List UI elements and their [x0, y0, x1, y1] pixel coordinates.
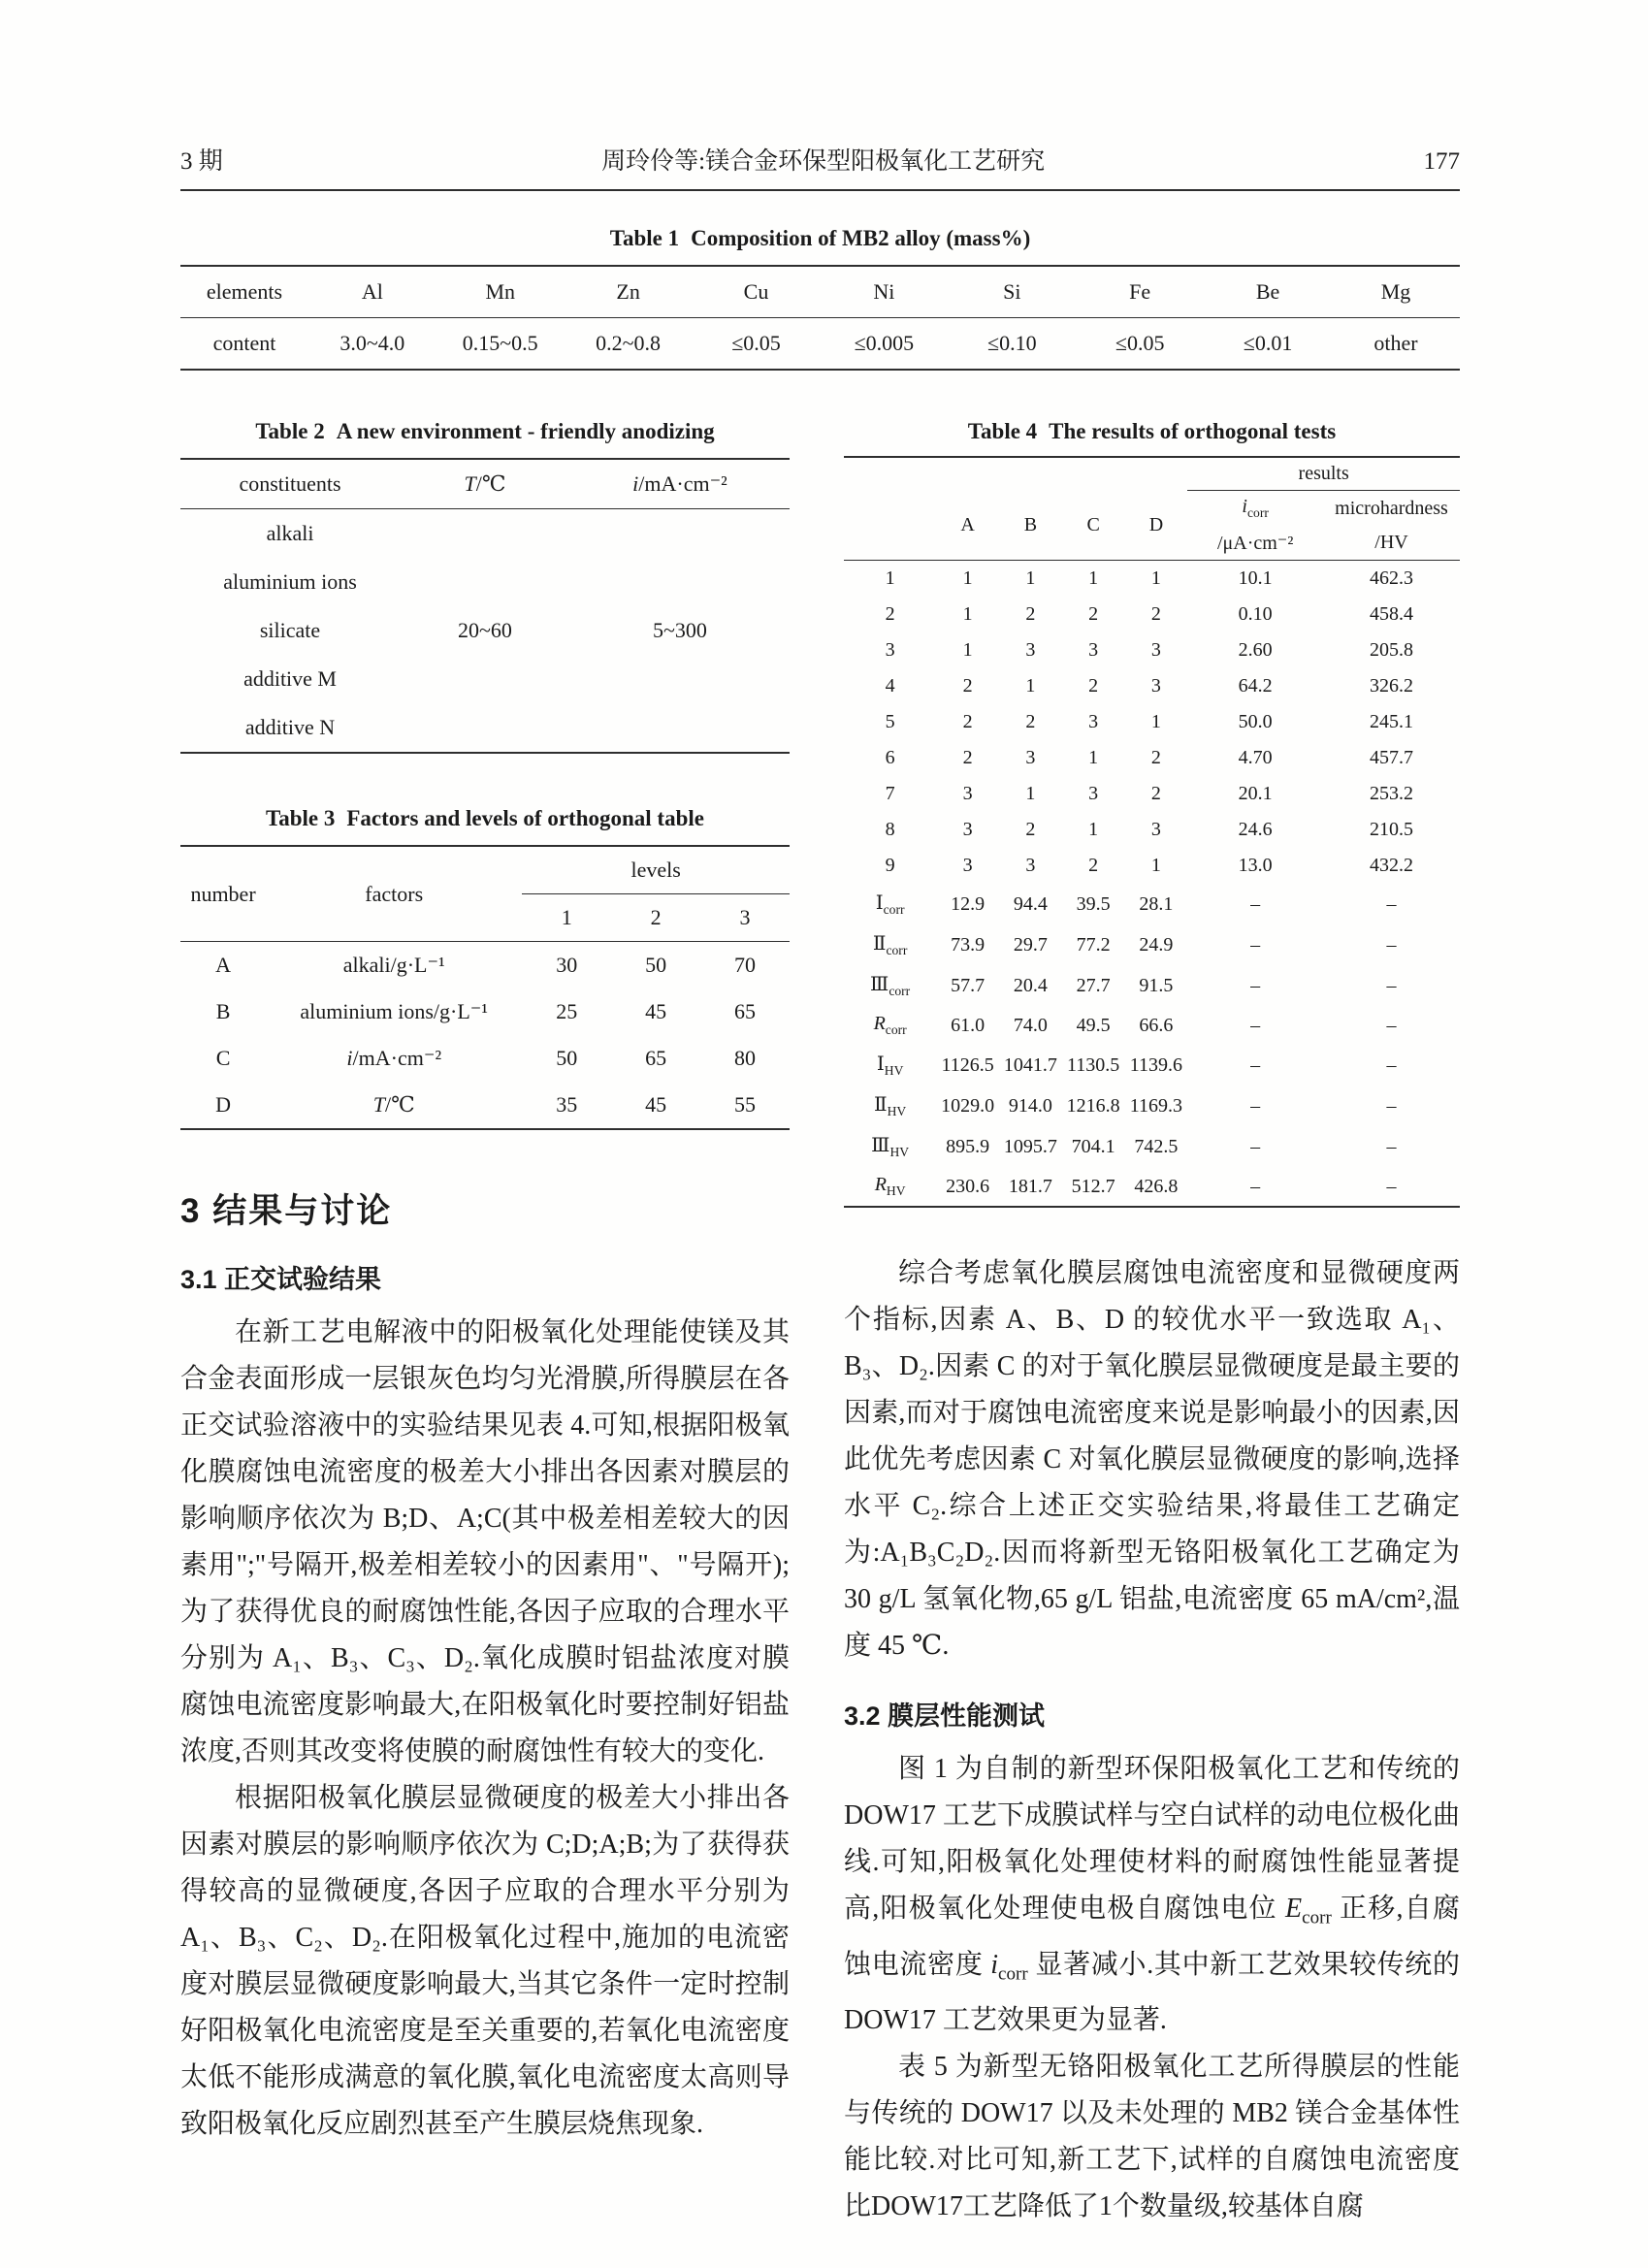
table2: [180, 458, 790, 754]
table-cell: [400, 703, 570, 753]
table-row: [844, 776, 1460, 812]
table-cell: ≤0.005: [854, 331, 915, 355]
table-row: [180, 655, 790, 703]
table-row: [844, 704, 1460, 740]
table-cell: i/mA·cm⁻²: [346, 1046, 442, 1070]
table-cell: 70: [734, 953, 757, 977]
table-cell: 1029.0: [941, 1094, 995, 1117]
table4-head-microhardness: microhardness: [1335, 497, 1448, 519]
table-cell: 2: [1088, 603, 1099, 625]
table-cell: –: [1386, 933, 1397, 956]
table-row: [844, 884, 1460, 924]
right-column: [844, 419, 1460, 2230]
table-cell: 2: [1088, 855, 1099, 876]
table-cell: 2: [1025, 603, 1036, 625]
table1-caption-text: Composition of MB2 alloy (mass%): [691, 226, 1031, 250]
table-cell: 13.0: [1238, 855, 1273, 876]
table-cell: 61.0: [951, 1014, 986, 1036]
table4-head-factor-b: B: [999, 491, 1062, 561]
table-row: [180, 1082, 790, 1129]
table-cell: A: [215, 953, 231, 977]
table-cell: –: [1250, 1053, 1261, 1076]
table-cell: 458.4: [1370, 603, 1413, 625]
table-cell: 35: [556, 1092, 578, 1117]
table-row: [180, 558, 790, 606]
column-header: 1: [522, 894, 611, 942]
table-cell: 3: [1088, 639, 1099, 661]
table-row: [844, 965, 1460, 1006]
table-cell: $R_{HV}$: [874, 1174, 906, 1198]
table4-head-factor-d: D: [1125, 491, 1188, 561]
table-cell: 895.9: [946, 1135, 990, 1157]
table-cell: 2: [962, 711, 973, 732]
table-cell: 462.3: [1370, 567, 1413, 589]
table-row: [844, 924, 1460, 965]
table1: [180, 265, 1460, 371]
column-header: 3: [700, 894, 790, 942]
table-cell: 2.60: [1238, 639, 1273, 661]
table-cell: –: [1250, 933, 1261, 956]
paragraph-right-1: 综合考虑氧化膜层腐蚀电流密度和显微硬度两个指标,因素 A、B、D 的较优水平一致选取 A₁、B₃、D₂.因素 C 的对于氧化膜层显微硬度是最主要的因素,而对于腐蚀电流密度来说是影响最小的因素,因此优先考虑因素 C 对氧化膜层显微硬度的影响,选择水平 C₂.综合上述正交实验结果,将最佳工艺确定为:A₁B₃C₂D₂.因而将新型无铬阳极氧化工艺确定为 30 g/L 氢氧化物,65 g/L 铝盐,电流密度 65 mA/cm²,温度 45 ℃.: [844, 1258, 1460, 1661]
table-row: [844, 632, 1460, 668]
column-header: Fe: [1076, 266, 1204, 318]
table-cell: 1095.7: [1003, 1135, 1057, 1157]
table-cell: [570, 509, 790, 559]
table-cell: 24.9: [1139, 933, 1174, 956]
column-header: 2: [611, 894, 700, 942]
table-cell: 2: [1088, 675, 1099, 697]
table-cell: –: [1250, 1094, 1261, 1117]
table4-head-results: results: [1187, 457, 1460, 491]
table-cell: 3.0~4.0: [339, 331, 405, 355]
table3-caption-text: Factors and levels of orthogonal table: [346, 806, 704, 830]
column-header: T/℃: [400, 459, 570, 509]
table4-header-row-1: [844, 457, 1460, 491]
section-heading-results: 3 结果与讨论: [180, 1192, 393, 1230]
table-cell: 512.7: [1071, 1175, 1115, 1197]
table-cell: –: [1250, 892, 1261, 915]
table-cell: 57.7: [951, 974, 986, 996]
table-row: [844, 1045, 1460, 1085]
table-cell: 12.9: [951, 892, 986, 915]
column-header: Si: [948, 266, 1076, 318]
table-cell: 1: [962, 603, 973, 625]
table-row: [180, 1035, 790, 1082]
table-cell: 94.4: [1013, 892, 1048, 915]
table4-head-hv-unit: /HV: [1323, 526, 1460, 561]
table-cell: –: [1250, 1175, 1261, 1197]
table-cell: [400, 655, 570, 703]
column-header: Mn: [436, 266, 565, 318]
table-cell: alkali: [266, 521, 314, 545]
table-cell: 2: [1150, 603, 1161, 625]
table-cell: 1041.7: [1003, 1053, 1057, 1076]
table-row: [844, 812, 1460, 848]
table1-caption: [180, 226, 1460, 251]
table-cell: 49.5: [1076, 1014, 1111, 1036]
table-cell: 5~300: [653, 618, 707, 642]
table-row: [180, 703, 790, 753]
running-title: 周玲伶等:镁合金环保型阳极氧化工艺研究: [601, 148, 1046, 175]
table-cell: 65: [645, 1046, 667, 1070]
left-column: [180, 419, 790, 2230]
table-cell: –: [1386, 1053, 1397, 1076]
table-cell: 66.6: [1139, 1014, 1174, 1036]
table-row: [180, 606, 790, 655]
table-cell: 6: [885, 747, 895, 768]
table-cell: –: [1386, 1175, 1397, 1197]
header-rule: [180, 189, 1460, 191]
table-cell: 50: [645, 953, 667, 977]
table-cell: [570, 558, 790, 606]
table-cell: 55: [734, 1092, 757, 1117]
table-cell: –: [1386, 892, 1397, 915]
table-cell: 9: [885, 855, 895, 876]
table-cell: $Ⅲ_{corr}$: [870, 974, 911, 998]
table-cell: 2: [1150, 783, 1161, 804]
table-cell: alkali/g·L⁻¹: [342, 953, 445, 977]
issue-label: 3 期: [180, 148, 223, 175]
table-cell: 426.8: [1134, 1175, 1179, 1197]
column-header: Zn: [565, 266, 693, 318]
table1-caption-label: Table 1: [609, 226, 680, 250]
table-row: [844, 1085, 1460, 1126]
table-cell: 3: [1150, 639, 1161, 661]
table-row: [844, 668, 1460, 704]
table-cell: 0.2~0.8: [596, 331, 662, 355]
table-row: [180, 988, 790, 1035]
table-cell: 2: [885, 603, 895, 625]
table-cell: $Ⅱ_{HV}$: [874, 1094, 907, 1118]
table2-caption-text: A new environment - friendly anodizing: [336, 419, 715, 443]
table-cell: 1: [962, 639, 973, 661]
table-cell: 1: [1025, 783, 1036, 804]
table-cell: 73.9: [951, 933, 986, 956]
table2-header-row: [180, 459, 790, 509]
table-cell: 1: [1025, 675, 1036, 697]
table-cell: 1: [1025, 567, 1036, 589]
table-cell: 1: [1150, 567, 1161, 589]
table-cell: 0.10: [1238, 603, 1273, 625]
table-row: [844, 1167, 1460, 1207]
table-cell: 30: [556, 953, 578, 977]
table-row: [844, 1006, 1460, 1045]
table-cell: 1: [962, 567, 973, 589]
table-cell: 181.7: [1008, 1175, 1052, 1197]
table-row: [844, 1126, 1460, 1167]
table-row: [844, 740, 1460, 776]
table-cell: 45: [645, 1092, 667, 1117]
table-cell: 3: [1150, 675, 1161, 697]
table-cell: content: [212, 331, 276, 355]
column-header: Mg: [1332, 266, 1460, 318]
table-cell: 1126.5: [941, 1053, 994, 1076]
table-cell: 3: [1025, 747, 1036, 768]
table-cell: 914.0: [1008, 1094, 1052, 1117]
table-cell: $R_{corr}$: [873, 1013, 907, 1037]
table-cell: 1130.5: [1067, 1053, 1120, 1076]
table-cell: additive N: [244, 715, 336, 739]
table2-body: [180, 509, 790, 754]
table-cell: 205.8: [1370, 639, 1413, 661]
table-cell: 50.0: [1238, 711, 1273, 732]
column-header: Cu: [693, 266, 821, 318]
table-cell: 5: [885, 711, 895, 732]
table4-block: [844, 419, 1460, 1208]
table-cell: $Ⅰ_{corr}$: [875, 892, 905, 917]
column-header: Be: [1204, 266, 1332, 318]
table-cell: 742.5: [1134, 1135, 1179, 1157]
table3-head-factors: factors: [266, 846, 522, 942]
table-cell: $Ⅲ_{HV}$: [871, 1135, 910, 1159]
table-cell: aluminium ions: [223, 569, 357, 594]
table4-head-factor-a: A: [936, 491, 999, 561]
table-cell: 210.5: [1370, 819, 1413, 840]
table4-head-icorr: $i_{corr}$: [1242, 496, 1269, 520]
table4-head-factor-c: C: [1062, 491, 1125, 561]
table-cell: 1: [1150, 855, 1161, 876]
table-cell: 1: [1088, 819, 1099, 840]
table-cell: 10.1: [1238, 567, 1273, 589]
table-cell: 1: [1088, 747, 1099, 768]
table-cell: 1: [1088, 567, 1099, 589]
table4-head-icorr-unit: /μA·cm⁻²: [1187, 526, 1323, 561]
table-cell: 1: [885, 567, 895, 589]
table-cell: 65: [734, 999, 757, 1023]
table2-block: [180, 419, 790, 754]
table-cell: 3: [962, 783, 973, 804]
table-row: [180, 509, 790, 559]
table-cell: 1: [1150, 711, 1161, 732]
table3-head: [180, 846, 790, 942]
table3-head-levels: levels: [522, 846, 790, 894]
table-cell: ≤0.10: [987, 331, 1037, 355]
table-cell: 91.5: [1139, 974, 1174, 996]
table-cell: 27.7: [1076, 974, 1111, 996]
table-cell: T/℃: [372, 1092, 415, 1117]
table2-caption-label: Table 2: [255, 419, 325, 443]
table-cell: $Ⅰ_{HV}$: [876, 1053, 904, 1078]
table4-head-rowlabel: [844, 491, 936, 561]
table-cell: silicate: [259, 618, 321, 642]
table4-header-row-2: [844, 491, 1460, 527]
table-cell: –: [1250, 1014, 1261, 1036]
table-cell: [570, 703, 790, 753]
paragraph-left-1: 在新工艺电解液中的阳极氧化处理能使镁及其合金表面形成一层银灰色均匀光滑膜,所得膜层在各正交试验溶液中的实验结果见表 4.可知,根据阳极氧化膜腐蚀电流密度的极差大小排出各因素对膜层的影响顺序依次为 B;D、A;C(其中极差相差较大的因素用";"号隔开,极差相差较小的因素用"、"号隔开);为了获得优良的耐腐蚀性能,各因子应取的合理水平分别为 A₁、B₃、C₃、D₂.氧化成膜时铝盐浓度对膜腐蚀电流密度影响最大,在阳极氧化时要控制好铝盐浓度,否则其改变将使膜的耐腐蚀性有较大的变化.: [180, 1317, 790, 1766]
column-header: Al: [308, 266, 436, 318]
table-cell: –: [1386, 1135, 1397, 1157]
table-cell: 704.1: [1071, 1135, 1115, 1157]
table1-block: [180, 226, 1460, 371]
table3-caption: [180, 806, 790, 831]
table-cell: 20.1: [1238, 783, 1273, 804]
table-cell: –: [1250, 1135, 1261, 1157]
table-cell: 45: [645, 999, 667, 1023]
table-cell: 74.0: [1013, 1014, 1048, 1036]
table-cell: 2: [1025, 819, 1036, 840]
table-cell: 0.15~0.5: [462, 331, 538, 355]
table3-block: [180, 806, 790, 1130]
table-cell: 1216.8: [1066, 1094, 1120, 1117]
page-header: [180, 142, 1460, 177]
table-cell: aluminium ions/g·L⁻¹: [300, 999, 489, 1023]
table-cell: 7: [885, 783, 895, 804]
table-cell: 80: [734, 1046, 757, 1070]
subsection-heading-orthogonal: 3.1 正交试验结果: [180, 1265, 382, 1294]
table-cell: B: [215, 999, 231, 1023]
table-cell: 457.7: [1370, 747, 1413, 768]
table-cell: –: [1386, 974, 1397, 996]
paragraph-right-2: 图 1 为自制的新型环保阳极氧化工艺和传统的 DOW17 工艺下成膜试样与空白试样的动电位极化曲线.可知,阳极氧化处理使材料的耐腐蚀性能显著提高,阳极氧化处理使电极自腐蚀电位 $E_{corr}$ 正移,自腐蚀电流密度 $i_{corr}$ 显著减小.其中新工艺效果较传统的 DOW17 工艺效果更为显著.: [844, 1754, 1460, 2036]
table-cell: 4: [885, 675, 895, 697]
table-row: [844, 597, 1460, 632]
table-cell: 77.2: [1076, 933, 1111, 956]
column-header: elements: [180, 266, 308, 318]
table-row: [844, 848, 1460, 884]
table4: [844, 456, 1460, 1208]
table-cell: 3: [885, 639, 895, 661]
table-cell: 230.6: [946, 1175, 990, 1197]
table3-body: [180, 942, 790, 1130]
table-cell: D: [215, 1092, 231, 1117]
table-cell: 2: [1150, 747, 1161, 768]
table-row: [180, 942, 790, 989]
table-row: [844, 561, 1460, 598]
two-column-layout: [180, 419, 1460, 2230]
table-cell: ≤0.05: [1115, 331, 1165, 355]
table-cell: 28.1: [1139, 892, 1174, 915]
table-cell: 432.2: [1370, 855, 1413, 876]
table-cell: 29.7: [1013, 933, 1048, 956]
table4-caption: [844, 419, 1460, 444]
table-cell: 3: [1025, 639, 1036, 661]
page-number: 177: [1423, 148, 1460, 175]
table-cell: 64.2: [1238, 675, 1273, 697]
table3-head-number: number: [180, 846, 266, 942]
table3: [180, 845, 790, 1130]
table4-head-spacer: [844, 457, 1187, 491]
table4-head: [844, 457, 1460, 561]
paragraph-left-2: 根据阳极氧化膜层显微硬度的极差大小排出各因素对膜层的影响顺序依次为 C;D;A;B;为了获得获得较高的显微硬度,各因子应取的合理水平分别为 A₁、B₃、C₂、D₂.在阳极氧化过程中,施加的电流密度对膜层显微硬度影响最大,当其它条件一定时控制好阳极氧化电流密度是至关重要的,若氧化电流密度太低不能形成满意的氧化膜,氧化电流密度太高则导致阳极氧化反应剧烈甚至产生膜层烧焦现象.: [180, 1783, 790, 2139]
table-cell: 20.4: [1013, 974, 1048, 996]
table-cell: $Ⅱ_{corr}$: [872, 933, 908, 957]
table4-caption-label: Table 4: [967, 419, 1038, 443]
table1-head: [180, 266, 1460, 318]
table-cell: 1169.3: [1129, 1094, 1183, 1117]
table-cell: ≤0.01: [1243, 331, 1293, 355]
table-cell: 253.2: [1370, 783, 1413, 804]
table-cell: 2: [962, 675, 973, 697]
table4-body: [844, 561, 1460, 1208]
table-cell: 3: [1025, 855, 1036, 876]
table-cell: 245.1: [1370, 711, 1413, 732]
table-cell: 3: [962, 819, 973, 840]
table2-caption: [180, 419, 790, 444]
table-cell: additive M: [243, 666, 337, 691]
table-cell: 24.6: [1238, 819, 1273, 840]
table-cell: 20~60: [458, 618, 512, 642]
table-cell: ≤0.05: [731, 331, 781, 355]
subsection-heading-film-test: 3.2 膜层性能测试: [844, 1701, 1046, 1731]
table-cell: 50: [556, 1046, 578, 1070]
table-cell: 3: [1088, 711, 1099, 732]
column-header: Ni: [820, 266, 948, 318]
column-header: constituents: [180, 459, 400, 509]
table1-header-row: [180, 266, 1460, 318]
table-cell: 25: [556, 999, 578, 1023]
table-cell: 326.2: [1370, 675, 1413, 697]
table-cell: –: [1250, 974, 1261, 996]
table3-caption-label: Table 3: [266, 806, 336, 830]
table-cell: 8: [885, 819, 895, 840]
table-cell: 3: [962, 855, 973, 876]
table-cell: [570, 655, 790, 703]
table3-header-row-1: [180, 846, 790, 894]
table-cell: C: [215, 1046, 231, 1070]
table-cell: [400, 509, 570, 559]
table1-body: [180, 318, 1460, 371]
table-cell: other: [1373, 331, 1418, 355]
table-row: [180, 318, 1460, 371]
table-cell: 39.5: [1076, 892, 1111, 915]
table-cell: 3: [1088, 783, 1099, 804]
table-cell: [400, 558, 570, 606]
column-header: i/mA·cm⁻²: [570, 459, 790, 509]
table-cell: –: [1386, 1014, 1397, 1036]
table4-caption-text: The results of orthogonal tests: [1049, 419, 1337, 443]
table-cell: 1139.6: [1129, 1053, 1183, 1076]
table-cell: 2: [1025, 711, 1036, 732]
table2-head: [180, 459, 790, 509]
table-cell: 4.70: [1238, 747, 1273, 768]
table-cell: –: [1386, 1094, 1397, 1117]
table-cell: 3: [1150, 819, 1161, 840]
paragraph-right-3: 表 5 为新型无铬阳极氧化工艺所得膜层的性能与传统的 DOW17 以及未处理的 MB2 镁合金基体性能比较.对比可知,新工艺下,试样的自腐蚀电流密度比DOW17工艺降低了1个数量级,较基体自腐: [844, 2052, 1460, 2222]
table-cell: 2: [962, 747, 973, 768]
